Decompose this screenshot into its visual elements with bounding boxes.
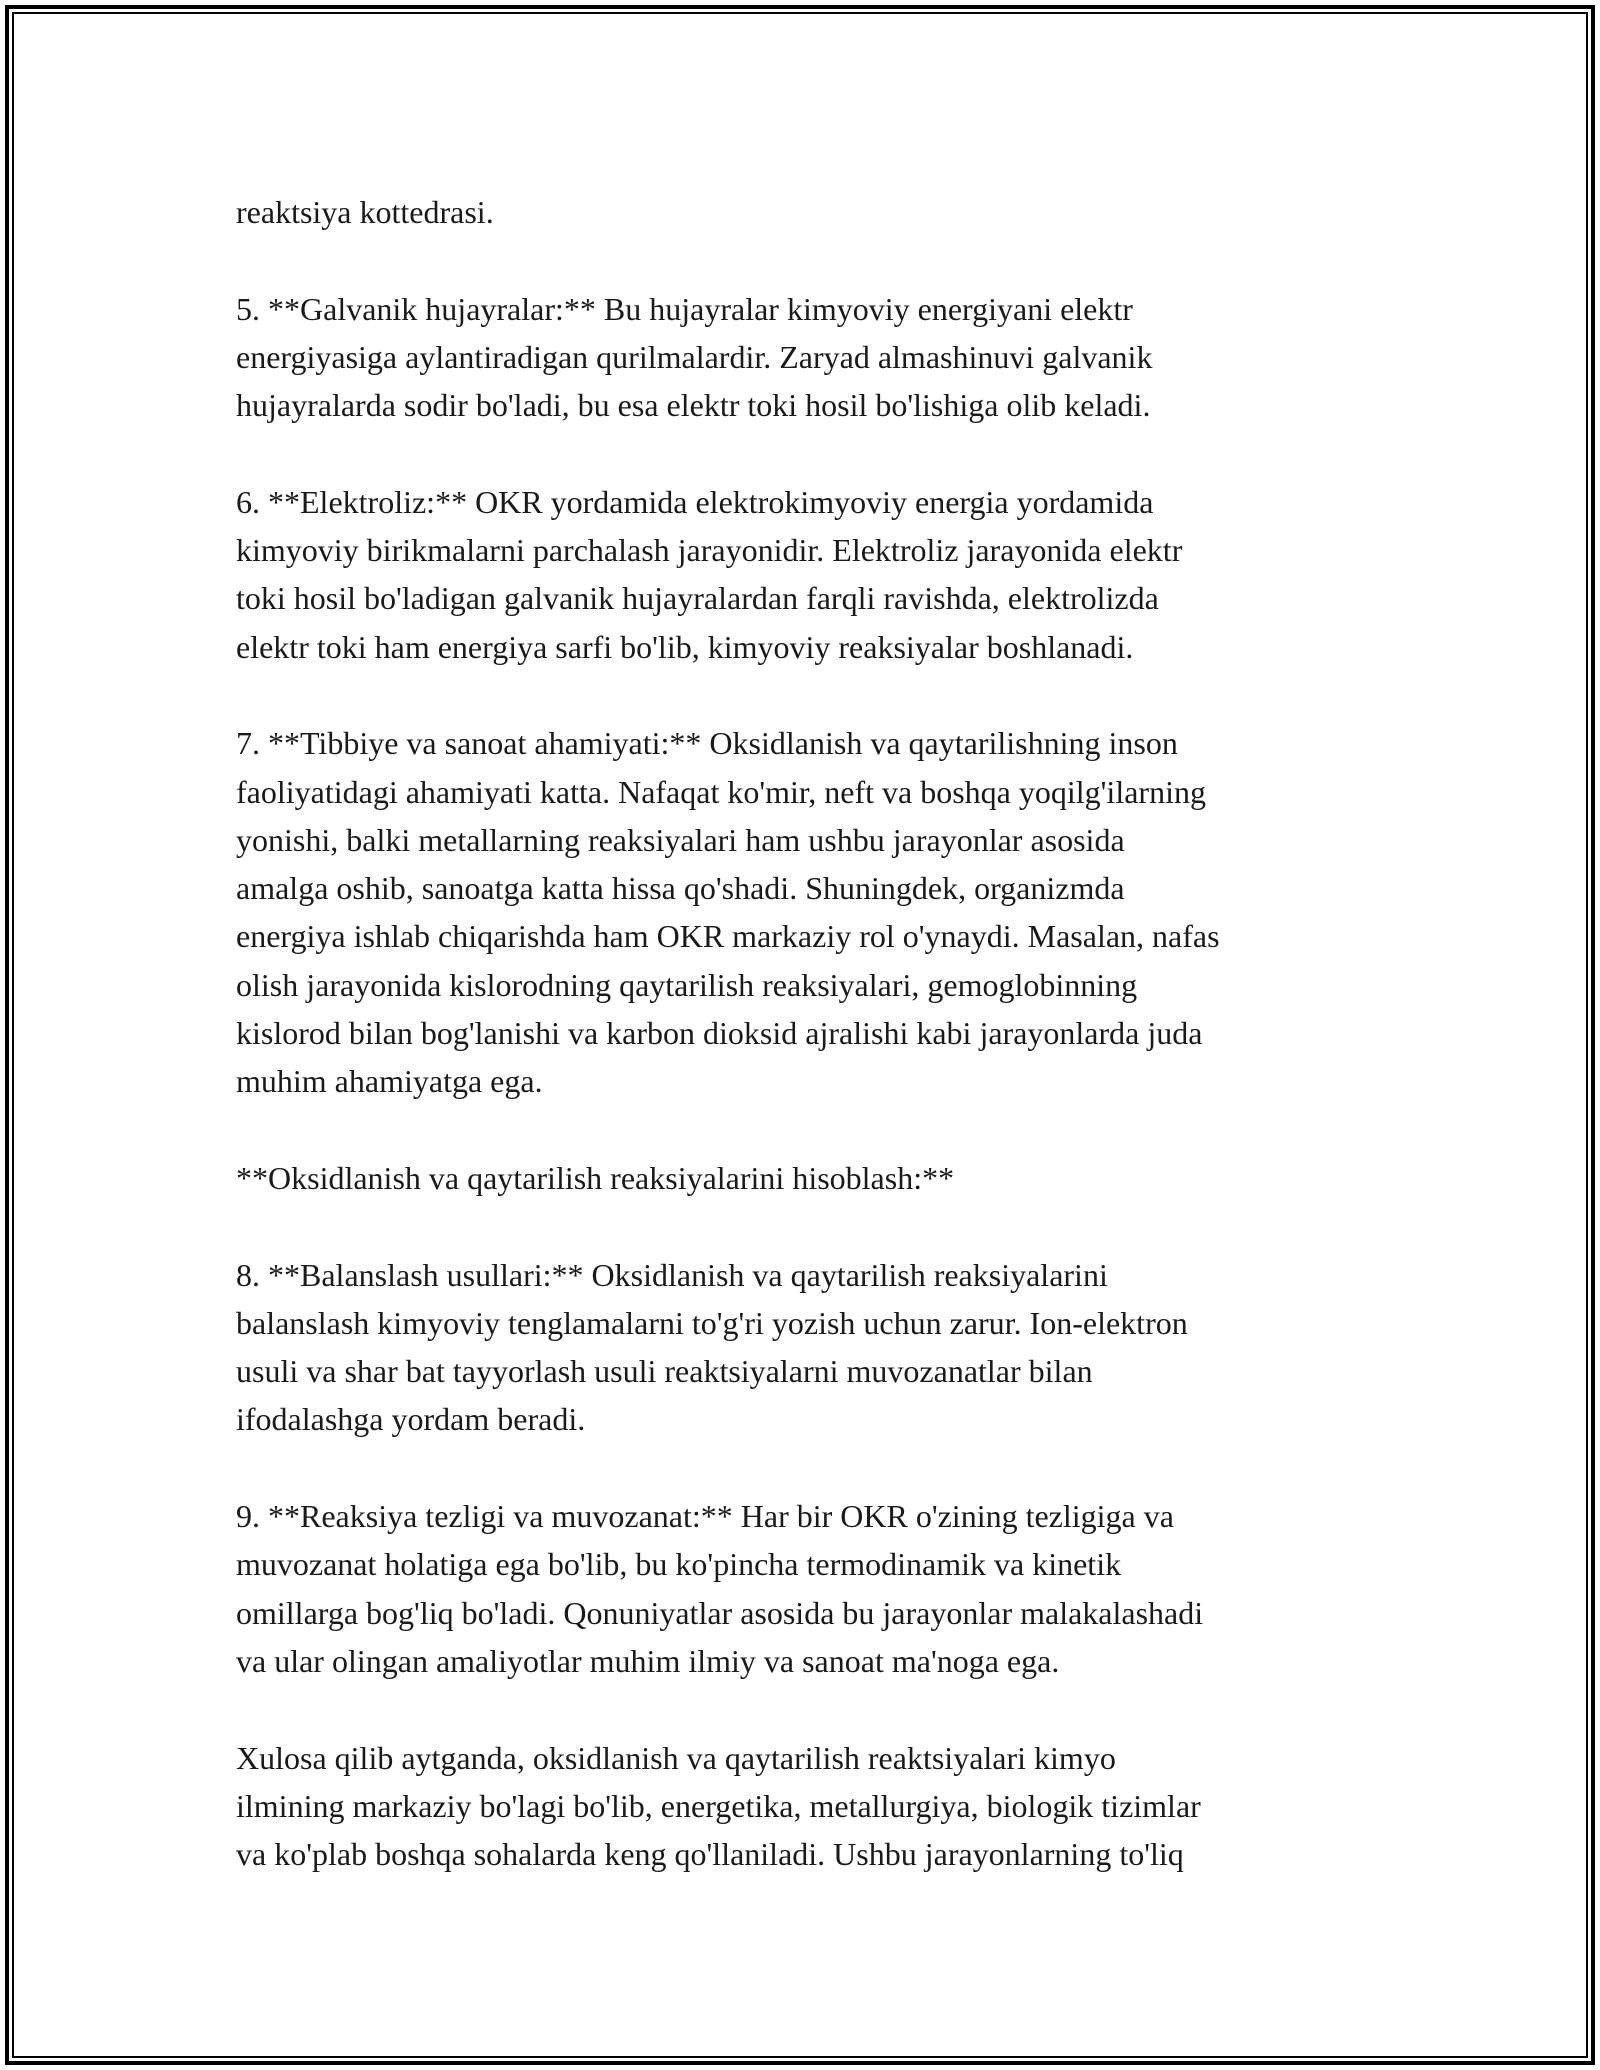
section-heading-hisoblash: **Oksidlanish va qaytarilish reaksiyalarini hisoblash:** bbox=[236, 1159, 955, 1196]
paragraph-elektroliz: 6. **Elektroliz:** OKR yordamida elektrokimyoviy energia yordamida kimyoviy birikmalarni parchalash jarayonidir. Elektroliz jarayonida elektr toki hosil bo'ladigan galvanik hujayralardan farqli ravishda, elektrolizda elektr toki ham energiya sarfi bo'lib, kimyoviy reaksiyalar boshlanadi. bbox=[236, 483, 1183, 665]
paragraph-balanslash: 8. **Balanslash usullari:** Oksidlanish va qaytarilish reaksiyalarini balanslash kimyoviy tenglamalarni to'g'ri yozish uchun zarur. Ion-elektron usuli va shar bat tayyorlash usuli reaktsiyalarni muvozanatlar bilan ifodalashga yordam beradi. bbox=[236, 1256, 1188, 1438]
paragraph-tibbiye-sanoat: 7. **Tibbiye va sanoat ahamiyati:** Oksidlanish va qaytarilishning inson faoliyatidagi ahamiyati katta. Nafaqat ko'mir, neft va boshqa yoqilg'ilarning yonishi, balki metallarning reaksiyalari ham ushbu jarayonlar asosida amalga oshib, sanoatga katta hissa qo'shadi. Shuningdek, organizmda energiya ishlab chiqarishda ham OKR markaziy rol o'ynaydi. Masalan, nafas olish jarayonida kislorodning qaytarilish reaksiyalari, gemoglobinning kislorod bilan bog'lanishi va karbon dioksid ajralishi kabi jarayonlarda juda muhim ahamiyatga ega. bbox=[236, 725, 1220, 1100]
paragraph-continuation: reaktsiya kottedrasi. bbox=[236, 194, 494, 230]
paragraph-galvanik-hujayralar: 5. **Galvanik hujayralar:** Bu hujayralar kimyoviy energiyani elektr energiyasiga aylantiradigan qurilmalardir. Zaryad almashinuvi galvanik hujayralarda sodir bo'ladi, bu esa elektr toki hosil bo'lishiga olib keladi. bbox=[236, 290, 1153, 424]
paragraph-reaksiya-tezligi: 9. **Reaksiya tezligi va muvozanat:** Har bir OKR o'zining tezligiga va muvozanat holatiga ega bo'lib, bu ko'pincha termodinamik va kinetik omillarga bog'liq bo'ladi. Qonuniyatlar asosida bu jarayonlar malakalashadi va ular olingan amaliyotlar muhim ilmiy va sanoat ma'noga ega. bbox=[236, 1498, 1204, 1679]
document-body bbox=[236, 188, 1396, 1878]
paragraph-xulosa: Xulosa qilib aytganda, oksidlanish va qaytarilish reaktsiyalari kimyo ilmining markaziy bo'lagi bo'lib, energetika, metallurgiya, biologik tizimlar va ko'plab boshqa sohalarda keng qo'llaniladi. Ushbu jarayonlarning to'liq bbox=[236, 1739, 1201, 1873]
